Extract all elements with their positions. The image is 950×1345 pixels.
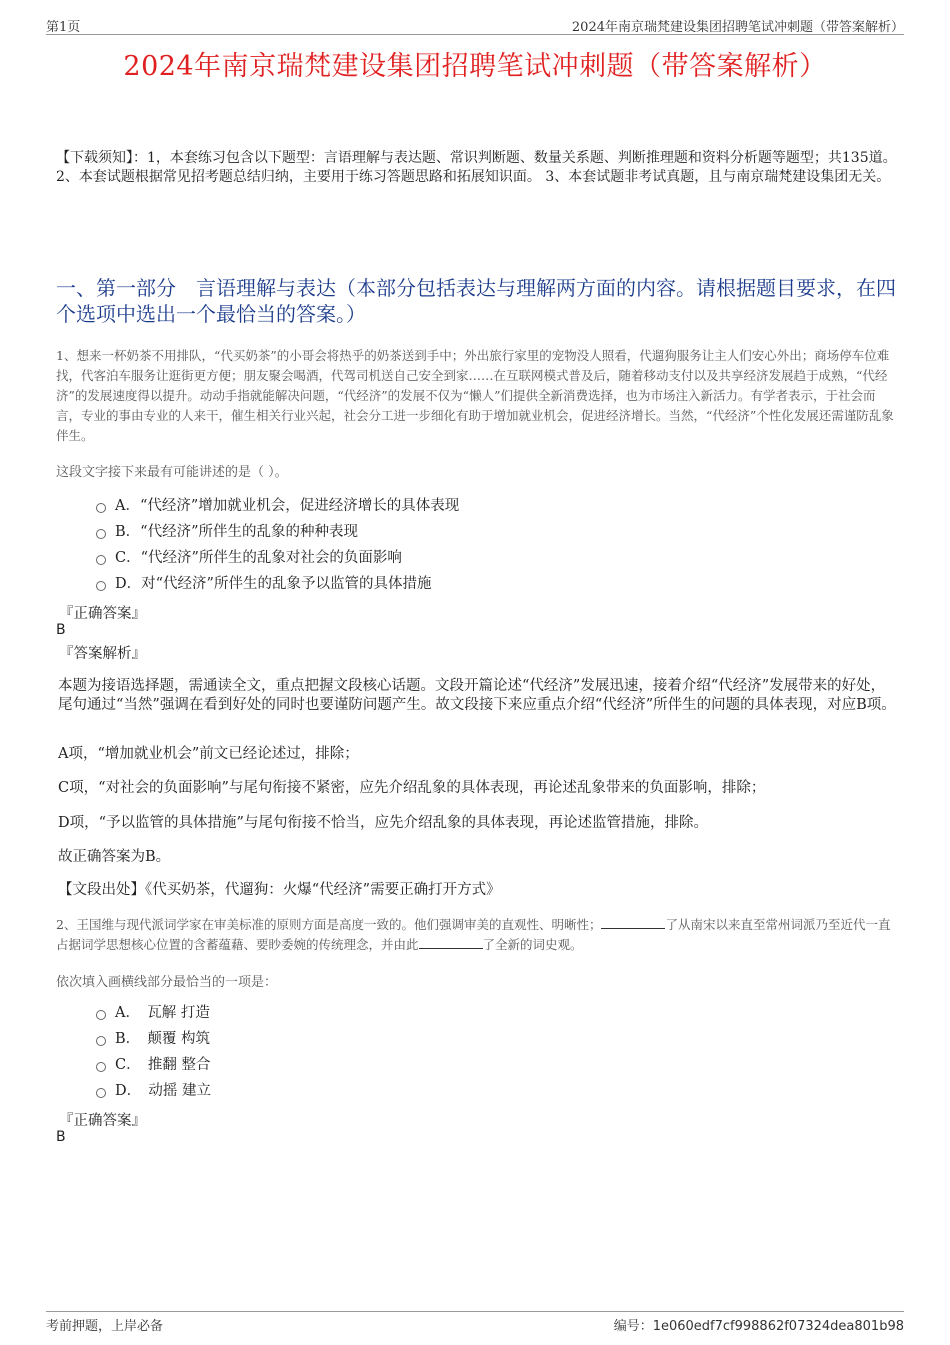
analysis-option-d: D项，“予以监管的具体措施”与尾句衔接不恰当，应先介绍乱象的具体表现，再论述监管措施，排除。 (58, 815, 708, 831)
footer-slogan: 考前押题，上岸必备 (46, 1319, 164, 1334)
radio-icon[interactable] (96, 503, 106, 513)
correct-answer-label: 『正确答案』 (59, 1113, 146, 1129)
option-d[interactable]: D． 动摇 建立 (96, 1078, 211, 1104)
page-footer (46, 1311, 904, 1336)
question-2-prompt: 依次填入画横线部分最恰当的一项是： (56, 975, 278, 990)
analysis-conclusion: 故正确答案为B。 (58, 849, 171, 865)
correct-answer: B (56, 1129, 66, 1145)
option-a[interactable]: A．“代经济”增加就业机会，促进经济增长的具体表现 (96, 493, 459, 519)
question-2-options (96, 1000, 211, 1104)
document-title: 2024年南京瑞梵建设集团招聘笔试冲刺题（带答案解析） (123, 51, 827, 82)
analysis-option-c: C项，“对社会的负面影响”与尾句衔接不紧密，应先介绍乱象的具体表现，再论述乱象带来的负面影响，排除； (58, 780, 766, 796)
option-a[interactable]: A． 瓦解 打造 (96, 1000, 211, 1026)
analysis-paragraph: 本题为接语选择题，需通读全文，重点把握文段核心话题。文段开篇论述“代经济”发展迅速，接着介绍“代经济”发展带来的好处，尾句通过“当然”强调在看到好处的同时也要谨防问题产生。故文段接下来应重点介绍“代经济”所伴生的问题的具体表现，对应B项。 (58, 678, 896, 713)
source-citation: 【文段出处】《代买奶茶，代遛狗：火爆“代经济”需要正确打开方式》 (58, 882, 501, 898)
analysis-option-a: A项，“增加就业机会”前文已经论述过，排除； (58, 746, 359, 762)
fill-blank (419, 935, 483, 949)
radio-icon[interactable] (96, 581, 106, 591)
option-c[interactable]: C．“代经济”所伴生的乱象对社会的负面影响 (96, 545, 459, 571)
fill-blank (601, 915, 665, 929)
page-header (46, 14, 904, 35)
option-b[interactable]: B． 颠覆 构筑 (96, 1026, 211, 1052)
page-number: 第1页 (46, 20, 81, 35)
radio-icon[interactable] (96, 1010, 106, 1020)
correct-answer-label: 『正确答案』 (59, 606, 146, 622)
radio-icon[interactable] (96, 555, 106, 565)
question-1-options (96, 493, 459, 597)
question-2-text: 2、王国维与现代派词学家在审美标准的原则方面是高度一致的。他们强调审美的直观性、明晰性； 了从南宋以来直至常州词派乃至近代一直占据词学思想核心位置的含蓄蕴藉、要眇委婉的传统理念，并由此 了全新的词史观。 (56, 917, 891, 952)
option-c[interactable]: C． 推翻 整合 (96, 1052, 211, 1078)
radio-icon[interactable] (96, 1088, 106, 1098)
option-b[interactable]: B．“代经济”所伴生的乱象的种种表现 (96, 519, 459, 545)
download-notice: 【下载须知】：1，本套练习包含以下题型：言语理解与表达题、常识判断题、数量关系题、判断推理题和资料分析题等题型；共135道。 2、本套试题根据常见招考题总结归纳，主要用于练习答题思路和拓展知识面。 3、本套试题非考试真题，且与南京瑞梵建设集团无关。 (56, 150, 897, 185)
radio-icon[interactable] (96, 1036, 106, 1046)
correct-answer: B (56, 622, 66, 638)
document-code: 编号：1e060edf7cf998862f07324dea801b98 (613, 1319, 904, 1334)
question-1-prompt: 这段文字接下来最有可能讲述的是（ ）。 (56, 465, 288, 480)
analysis-label: 『答案解析』 (59, 646, 146, 662)
radio-icon[interactable] (96, 1062, 106, 1072)
section-heading: 一、第一部分 言语理解与表达（本部分包括表达与理解两方面的内容。请根据题目要求，在四个选项中选出一个最恰当的答案。） (56, 276, 896, 326)
question-1-text: 1、想来一杯奶茶不用排队，“代买奶茶”的小哥会将热乎的奶茶送到手中；外出旅行家里的宠物没人照看，代遛狗服务让主人们安心外出；商场停车位难找，代客泊车服务让逛街更方便；朋友聚会喝酒，代驾司机送自己安全到家……在互联网模式普及后，随着移动支付以及共享经济发展趋于成熟，“代经济”的发展速度得以提升。动动手指就能解决问题，“代经济”的发展不仅为“懒人”们提供全新消费选择，也为市场注入新活力。有学者表示，于社会而言，专业的事由专业的人来干，催生相关行业兴起，社会分工进一步细化有助于增加就业机会，促进经济增长。当然，“代经济”个性化发展还需谨防乱象伴生。 (56, 348, 894, 443)
header-doc-title: 2024年南京瑞梵建设集团招聘笔试冲刺题（带答案解析） (571, 20, 904, 35)
option-d[interactable]: D．对“代经济”所伴生的乱象予以监管的具体措施 (96, 571, 459, 597)
radio-icon[interactable] (96, 529, 106, 539)
